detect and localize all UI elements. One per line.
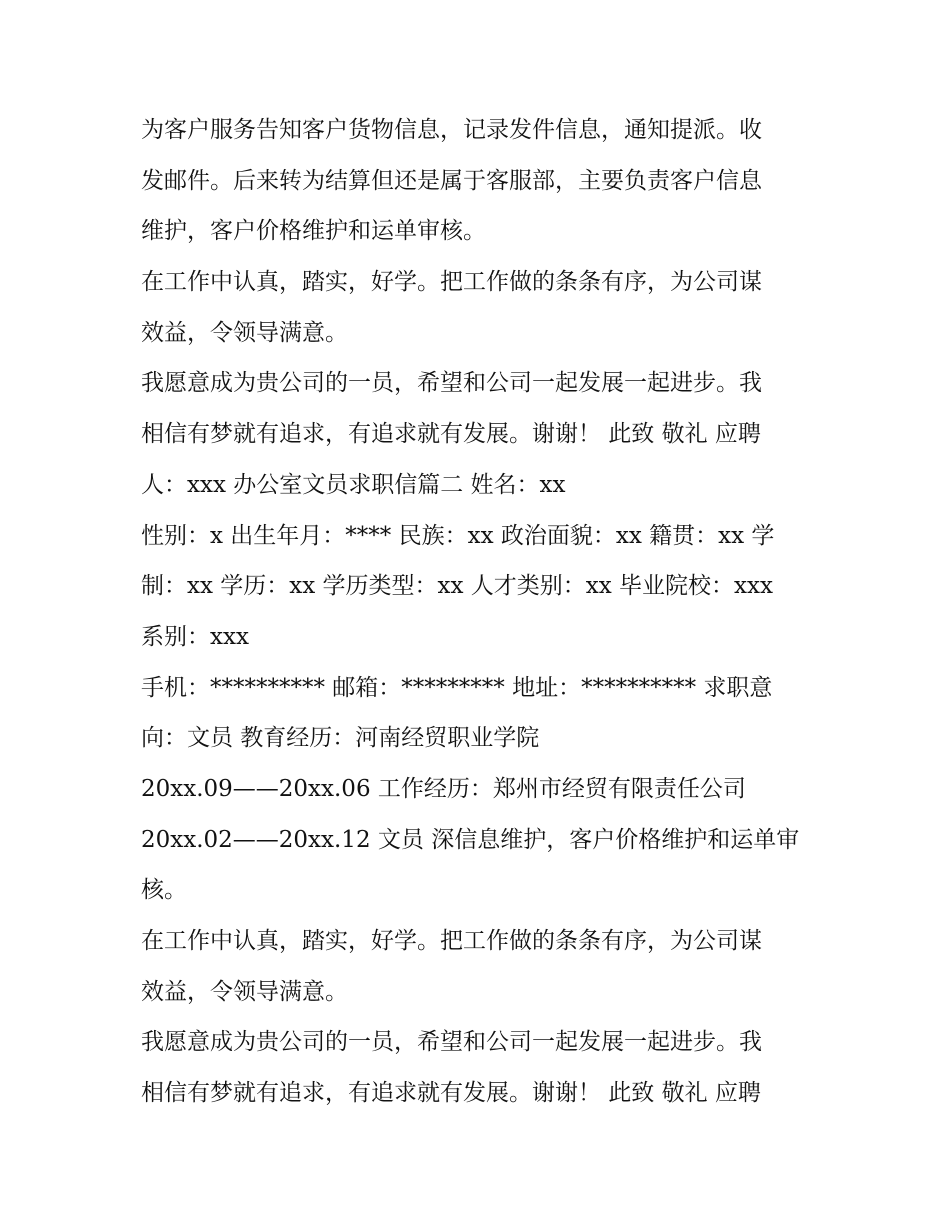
text-line: 我愿意成为贵公司的一员，希望和公司一起发展一起进步。我 [141,1029,762,1056]
document-body [141,105,821,1119]
text-line: 20xx.09——20xx.06 工作经历：郑州市经贸有限责任公司 [141,775,746,802]
text-line: 20xx.02——20xx.12 文员 深信息维护，客户价格维护和运单审 [141,826,800,853]
text-line: 性别：x 出生年月：**** 民族：xx 政治面貌：xx 籍贯：xx 学 [141,522,775,549]
text-line: 核。 [141,877,187,904]
text-line: 系别：xxx [141,623,249,650]
text-line: 人：xxx 办公室文员求职信篇二 姓名：xx [141,471,566,498]
text-line: 手机：********** 邮箱：********* 地址：********** 求职意 [141,674,773,701]
text-line: 制：xx 学历：xx 学历类型：xx 人才类别：xx 毕业院校：xxx [141,573,773,600]
text-line: 发邮件。后来转为结算但还是属于客服部，主要负责客户信息 [141,167,762,194]
text-line: 效益，令领导满意。 [141,978,348,1005]
text-line: 相信有梦就有追求，有追求就有发展。谢谢！ 此致 敬礼 应聘 [141,1080,761,1107]
text-line: 在工作中认真，踏实，好学。把工作做的条条有序，为公司谋 [141,928,762,954]
text-line: 为客户服务告知客户货物信息，记录发件信息，通知提派。收 [141,117,762,143]
text-line: 我愿意成为贵公司的一员，希望和公司一起发展一起进步。我 [141,370,762,397]
text-line: 效益，令领导满意。 [141,319,348,346]
text-line: 向：文员 教育经历：河南经贸职业学院 [141,725,540,752]
text-line: 在工作中认真，踏实，好学。把工作做的条条有序，为公司谋 [141,269,762,296]
text-line: 相信有梦就有追求，有追求就有发展。谢谢！ 此致 敬礼 应聘 [141,421,761,448]
text-line: 维护，客户价格维护和运单审核。 [141,218,486,245]
